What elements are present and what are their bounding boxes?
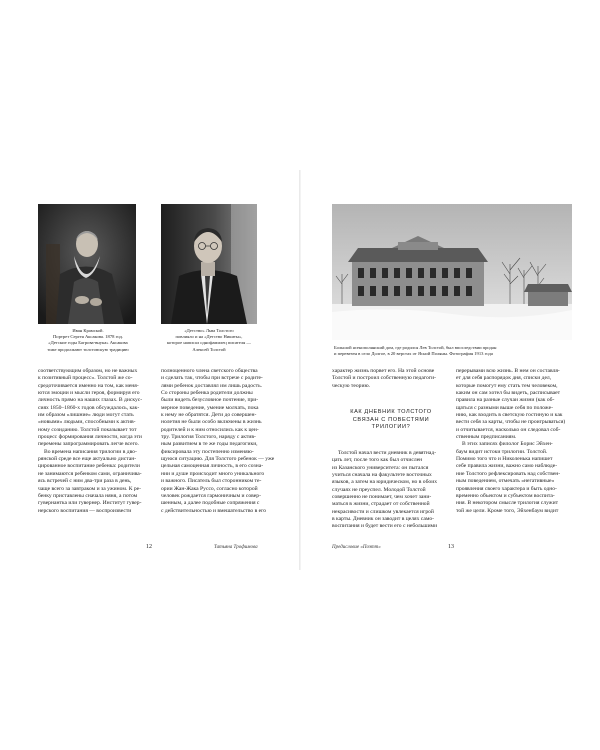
portrait-alexei-tolstoy-image — [161, 204, 257, 324]
text-line: к нему не обратятся. Дети до совершен- — [161, 412, 257, 419]
text-line: им образом «лишние» люди могут стать — [38, 412, 134, 419]
text-line: лями ребенок доставлял им лишь радость. — [161, 382, 263, 389]
text-line: чаще всего за завтраком и за ужином. К ре- — [38, 485, 141, 492]
text-line: Со стороны ребенка родители должны — [161, 390, 253, 397]
portrait-aksakov-photo — [38, 204, 136, 324]
text-line: в карты. Дневник он заводит в целях само- — [332, 516, 435, 523]
text-line: родителей и к ним относились как к цен- — [161, 426, 259, 433]
heading-line: СВЯЗАН С ПОВЕСТЯМИ — [352, 416, 430, 423]
heading-line: КАК ДНЕВНИК ТОЛСТОГО — [350, 409, 432, 415]
caption-line: Портрет Сергея Аксакова. 1878 год. — [52, 334, 124, 340]
manor-house-image — [332, 204, 572, 340]
left-page-column-2 — [161, 368, 279, 515]
caption-line: тоже продолжают толстовскую традицию — [47, 346, 129, 352]
text-line: рянской среде все еще актуально дистан- — [38, 456, 137, 463]
left-page-number: 12 — [146, 544, 152, 550]
caption-line: и перевезен в село Долгое, в 20 верстах от Ясной Поляны. Фотография 1913 года — [334, 351, 493, 357]
caption-line: «Детские годы Багрова-внука» Аксакова — [48, 340, 128, 346]
text-line: Толстой и построил собственную педагоги- — [332, 375, 436, 382]
text-line: мерное поведение, умение молчать, пока — [161, 404, 259, 411]
text-line: ясь встречей с ним два-три раза в день, — [38, 478, 132, 485]
yasnaya-polyana-house-photo — [332, 204, 572, 340]
text-line: к позитивный процесс». Толстой же со- — [38, 375, 133, 382]
text-line: языков, а затем на юридическом, но в обоих — [332, 479, 438, 486]
text-line: щуюся ситуацию. Для Толстого ребенок — уже — [161, 456, 275, 463]
text-line: ет для себя распорядок дня, списки дел, — [456, 375, 552, 382]
text-line: «новыми» людьми, способными к актив- — [38, 419, 136, 426]
text-line: и сделать так, чтобы при встрече с родите- — [161, 375, 263, 382]
text-line: цированное воспитание ребенка: родители — [38, 463, 140, 470]
text-line: нолетия не были особо включены в жизнь — [161, 419, 262, 426]
text-line: Во времена написания трилогии в дво- — [44, 448, 137, 455]
text-line: ственным предписаниям. — [456, 434, 517, 441]
text-line: ным поведением, отмечать «негативные» — [456, 478, 555, 485]
text-line: перемены запрограммировать легче всего. — [38, 441, 139, 448]
right-page-column-1-top — [332, 368, 450, 390]
text-line: Помимо того что и Николенька напишет — [456, 456, 553, 463]
right-page-column-1 — [332, 450, 450, 531]
text-line: ются эмоции и мысли героя, формируя его — [38, 390, 140, 397]
text-line: тру. Трилогия Толстого, наряду с актив- — [161, 434, 256, 441]
text-line: характер жизнь порвет его. На этой основе — [332, 368, 435, 374]
text-line: проявления своего характера и быть одно- — [456, 485, 557, 492]
text-line: некрасивости и слишком увлекается игрой — [332, 508, 434, 515]
text-line: той же цели. Кроме того, Эйхенбаум видит — [456, 507, 559, 514]
caption-line: повлияло и на «Детство Никиты», — [175, 334, 243, 340]
text-line: ории Жан-Жака Руссо, согласно которой — [161, 485, 258, 492]
text-line: средоточивается именно на том, как меня- — [38, 382, 139, 389]
text-line: баум видит истоки трилогии. Толстой. — [456, 448, 548, 455]
text-line: себе правила жизни, важно само наблюде- — [456, 463, 558, 470]
text-line: цать лет, после того как был отчислен — [332, 457, 423, 464]
text-line: перерывами всю жизнь. В нем он составля- — [456, 368, 560, 374]
text-line: с действительностью и вмешательство в его — [161, 507, 267, 514]
text-line: щаться с разными выше себя по положе- — [456, 404, 553, 411]
right-page-column-2 — [456, 368, 574, 515]
text-line: были видеть безусловное почтение, при- — [161, 397, 259, 404]
portrait-aksakov-image — [38, 204, 136, 324]
text-line: каким он сам хотел бы видеть, расписывает — [456, 390, 561, 397]
text-line: совершенно не понимает, чем хочет зани- — [332, 494, 432, 501]
text-line: шенным, а далее подобные сопряжения с — [161, 500, 260, 507]
text-line: ческую теорию. — [332, 382, 371, 389]
text-line: ным развитием в те же годы педагогики, — [161, 441, 258, 448]
text-line: и важного. Писатель был сторонником те- — [161, 478, 262, 485]
text-line: нерского воспитания — воспроизвести — [38, 507, 132, 514]
text-line: и отчитывается, насколько он следовал соб- — [456, 426, 561, 433]
text-line: цельная самоценная личность, в его созна- — [161, 463, 264, 470]
text-line: учиться сначала на факультете восточных — [332, 472, 432, 479]
text-line: личность прямо на наших глазах. В дискус- — [38, 397, 143, 404]
caption-line: которое написал однофамилец писателя — — [167, 340, 251, 346]
text-line: человек рождается гармоничным и совер- — [161, 492, 261, 499]
text-line: процесс формирования личности, когда эти — [38, 434, 142, 441]
text-line: сиях 1850–1860-х годов обсуждалось, как- — [38, 404, 140, 411]
portrait-alexei-tolstoy-photo — [161, 204, 257, 324]
text-line: нию, как входить в светскую гостиную и как — [456, 412, 563, 419]
right-page-number: 13 — [448, 544, 454, 550]
text-line: вести себя за карты, чтобы не проигрываться) — [456, 419, 566, 426]
caption-line: «Детство» Льва Толстого — [184, 328, 234, 333]
text-line: ному созиданию. Толстой показывает тот — [38, 426, 137, 433]
left-running-head: Татьяна Трофимова — [214, 545, 258, 550]
caption-line: Большой ясенополянский дом, где родился Лев Толстой, был впоследствии продан — [334, 345, 497, 350]
text-line: правила на разные случаи жизни (как об- — [456, 397, 555, 404]
text-line: соответствующим образом, но не важных — [38, 368, 138, 374]
text-line: гувернантка или гувернер. Институт гувер- — [38, 500, 142, 507]
book-gutter — [299, 170, 301, 570]
text-line: бенку приставлены сначала няня, а потом — [38, 492, 138, 499]
portrait-alexei-tolstoy-caption — [150, 328, 268, 353]
left-page-column-1 — [38, 368, 156, 515]
caption-line: Иван Крамской. — [72, 328, 104, 333]
text-line: полноценного члена светского общества — [161, 368, 258, 374]
manor-house-caption — [334, 345, 574, 357]
right-running-head: Предисловие «Поэтт» — [332, 545, 381, 550]
portrait-aksakov-caption — [30, 328, 146, 353]
text-line: случаях не преуспел. Молодой Толстой — [332, 486, 426, 493]
text-line: из Казанского университета: он пытался — [332, 464, 429, 471]
heading-line: ТРИЛОГИИ? — [371, 424, 411, 430]
text-line: В этих записях филолог Борис Эйхен- — [462, 441, 553, 448]
text-line: нии и душе происходит много уникального — [161, 470, 265, 477]
text-line: ние Толстого рефлексировать над собствен- — [456, 470, 561, 477]
text-line: Толстой начал вести дневник в девятнад- — [338, 450, 437, 456]
text-line: фиксировала эту постепенно изменяю- — [161, 448, 254, 455]
text-line: воспитания и будет вести его с небольшими — [332, 523, 438, 530]
text-line: маться в жизни, страдает от собственной — [332, 501, 430, 508]
section-heading — [332, 409, 450, 432]
caption-line: Алексей Толстой — [192, 346, 226, 352]
text-line: не занимаются ребенком сами, ограничива- — [38, 470, 142, 477]
text-line: ния. В некотором смысле трилогия служит — [456, 500, 559, 507]
text-line: временно объектом и субъектом воспита- — [456, 492, 555, 499]
text-line: которые помогут ему стать тем человеком, — [456, 382, 558, 389]
